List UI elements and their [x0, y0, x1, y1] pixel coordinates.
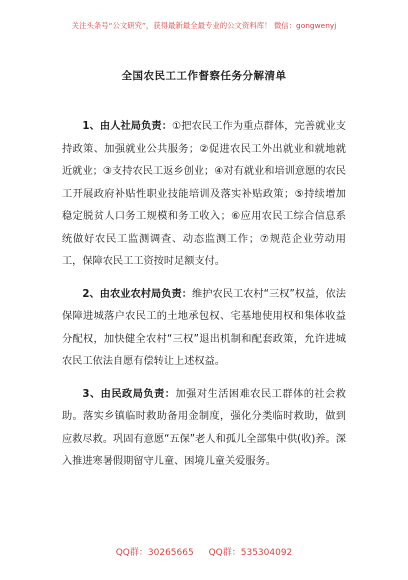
footer-qq-group-2: QQ群：535304092	[208, 548, 293, 558]
document-title: 全国农民工工作督察任务分解清单	[121, 70, 287, 82]
section-3-text: 加强对生活困难农民工群体的社会救助。落实乡镇临时救助备用金制度，强化分类临时救助，做到应救尽救。巩固有意愿“五保”老人和孤儿全部集中供(收)养。深入推进寒暑假期留守儿童、困境儿童关爱服务。	[62, 388, 346, 467]
section-1-text: ①把农民工作为重点群体，完善就业支持政策、加强就业公共服务；②促进农民工外出就业和就地就近就业；③支持农民工返乡创业；④对有就业和培训意愿的农民工开展政府补贴性职业技能培训及落实补贴政策；⑤持续增加稳定脱贫人口务工规模和务工收入；⑥应用农民工综合信息系统做好农民工监测调查、动态监测工作；⑦规范企业劳动用工，保障农民工工资按时足额支付。	[62, 121, 346, 267]
section-2	[62, 284, 346, 374]
section-1	[62, 116, 346, 274]
footer-qq-group-1: QQ群：30265665	[115, 548, 194, 558]
section-3	[62, 384, 346, 474]
section-2-text: 维护农民工农村“三权”权益，依法保障进城落户农民工的土地承包权、宅基地使用权和集体收益分配权，加快健全农村“三权”退出机制和配套政策，允许进城农民工依法自愿有偿转让上述权益。	[62, 288, 346, 367]
page-header-notice: 关注头条号“公文研究”，获得最新最全最专业的公文资料库！ 微信：gongwenyj	[71, 21, 337, 30]
section-2-lead: 2、由农业农村局负责：	[82, 288, 192, 300]
section-1-lead: 1、由人社局负责：	[82, 121, 173, 132]
page-footer	[0, 545, 408, 558]
document-body	[62, 116, 346, 484]
section-3-lead: 3、由民政局负责：	[82, 388, 176, 400]
